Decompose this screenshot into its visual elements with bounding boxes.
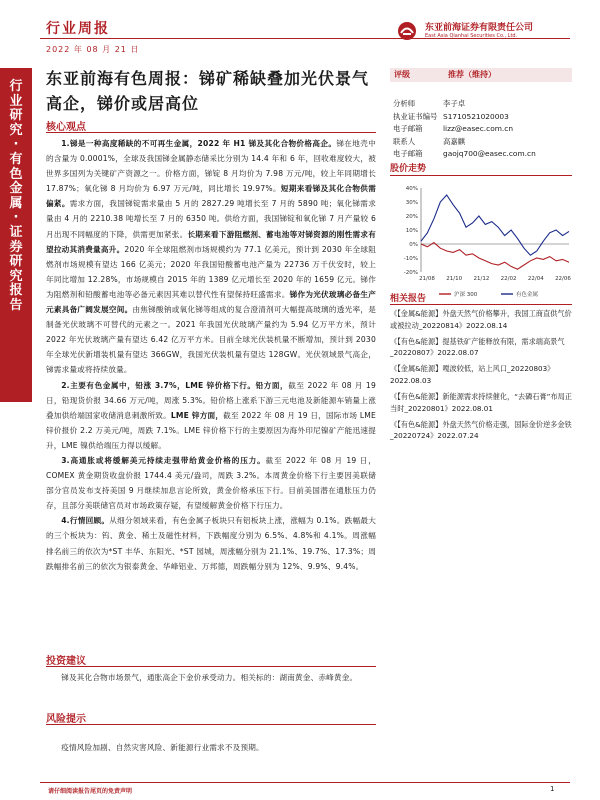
logo-company-name-en: East Asia Qianhai Securities Co., Ltd. [425,33,518,39]
x-tick-label: 21/08 [419,276,435,282]
related-report-link[interactable]: 《【金属&能源】外盘天然气价格攀升，我国工商直供气价或被拉动_20220814》2022.08.14 [390,309,572,330]
point-2-text: 截至 2022 年 08 月 19 日，铅现货价报 34.66 万元/吨，周涨 5.3%。铅价格上涨系下游三元电池及新能源车销量上涨叠加供给端国家收储消息刺激所致。 [46,380,376,420]
analyst-row [393,136,571,149]
analyst-value: S1710521020003 [443,111,509,121]
risk-heading: 风险提示 [46,714,86,725]
related-report-link[interactable]: 《【金属&能源】嘎波较低，站上风口_20220803》2022.08.03 [390,364,555,385]
point-4-lead: 4.行情回顾。 [61,516,110,526]
point-1-lead: 1.锑是一种高度稀缺的不可再生金属，2022 年 H1 锑及其化合物价格高企。 [61,139,337,148]
point-1 [46,136,376,378]
y-tick-label: 20% [405,214,418,220]
y-tick-label: 10% [405,228,418,234]
report-type-title: 行业周报 [46,21,110,37]
advice-heading: 投资建议 [46,656,86,667]
x-tick-label: 22/02 [500,276,517,282]
risk-text: 疫情风险加剧、自然灾害风险、新能源行业需求不及预期。 [61,743,264,752]
advice-text: 锑及其化合物市场景气，通胀高企下金价承受动力。相关标的：湖南黄金、赤峰黄金。 [61,673,358,682]
point-1-text-2: 需求方面，我国锑锭需求量由 5 月的 2827.29 吨增长至 7 月的 5890 吨；氧化锑需求量由 4 月的 2210.38 吨增长至 7 月的 6350 吨。供给方面，我国锑锭和氧化锑 7 月产量较 6 月出现不同幅度的下降，供需更加紧张。 [46,199,377,239]
point-1-text-4: 由焦锑酸钠或氧化锑等组成的复合澄清剂可大幅提高玻璃的透光率，是制备光伏玻璃不可替代的元素之一。2021 年我国光伏玻璃产量约为 5.94 亿万平方米，预计 2022 年光伏玻璃产量有望达 6.42 亿万平方米。目前全球光伏装机量不断增加，预计到 2030 年全球光伏新增装机量有望达 366GW，我国光伏装机量有望达 128GW。光伏领域景气高企，锑需求量或将持续放量。 [46,305,376,375]
advice-divider [46,666,376,667]
analyst-value: gaojq700@easec.com.cn [443,149,536,159]
related-divider [390,304,572,305]
point-2-lead: 2.主要有色金属中，铅涨 3.7%，LME 锌价格下行。 [61,380,256,390]
core-view-divider [46,132,376,133]
related-report-link[interactable]: 《【有色&能源】外盘天然气价格走强，国际金价逆多金铁_20220724》2022.07.24 [390,419,572,441]
related-heading: 相关报告 [390,294,427,304]
x-tick-label: 22/06 [555,276,571,282]
header-divider [40,38,570,39]
rating-value: 推荐（维持） [448,70,496,79]
analyst-label: 联系人 [393,136,416,146]
analyst-label: 电子邮箱 [393,124,423,134]
footer-disclaimer: 请仔细阅读报告尾页的免责声明 [48,788,133,795]
point-1-lead-3: 长期来看下游阻燃剂、蓄电池等对锑资源的刚性需求有望拉动其消费量高升。 [46,229,376,254]
legend-label: 沪深 300 [454,292,478,298]
point-4 [46,513,376,573]
y-tick-label: 30% [405,200,418,206]
x-tick-label: 21/10 [446,276,463,282]
y-tick-label: 0% [409,242,418,248]
analyst-value: 李子卓 [443,99,466,108]
point-1-text-3: 2020 年全球阻燃剂市场规模约为 77.1 亿美元，预计到 2030 年全球阻燃剂市场规模有望达 166 亿美元；2020 年我国铅酸蓄电池产量为 22736 万千伏安时，较上年同比增加 12.28%，市场规模自 2015 年的 1389 亿元增长至 2020 年的 1659 亿元。锑作为阻燃剂和铅酸蓄电池等必备元素因其难以替代性有望保持旺盛需求。 [46,244,376,299]
point-2-lead-b: 铅方面， [255,380,289,390]
point-3 [46,453,376,513]
series-line [421,195,569,255]
y-tick-label: -20% [403,270,418,276]
report-date: 2022 年 08 月 21 日 [46,45,140,54]
analyst-row [393,111,571,124]
analyst-row [393,148,571,161]
x-tick-label: 22/04 [527,276,544,282]
point-1-text: 锑在地壳中的含量为 0.0001%，全球及我国锑金属静态储采比分别为 14.4 年和 6 年，回收难度较大，被世界多国列为关键矿产资源之一。价格方面，锑锭 8 月均价为 7.98 万元/吨，较上年同期增长 17.87%；氧化锑 8 月均价为 6.97 万元/吨，同比增长 19.97%。 [46,139,377,194]
x-tick-label: 21/12 [473,276,490,282]
analyst-value: lizz@easec.com.cn [443,124,514,134]
point-1-lead-4: 锑作为光伏玻璃必备生产元素具备广阔发展空间。 [46,289,377,315]
analyst-value: 高嘉麒 [443,136,466,146]
stock-chart-divider [390,175,572,176]
analyst-row [393,98,571,111]
analyst-row [393,123,571,136]
analyst-label: 执业证书编号 [393,111,438,121]
point-3-lead: 3.高通胀或将缓解美元持续走强带给黄金价格的压力。 [61,455,266,465]
risk-divider [46,724,376,725]
point-1-lead-2: 短期来看锑及其化合物供需偏紧。 [46,184,376,209]
page-number: 1 [550,785,555,793]
analyst-info [393,98,571,161]
core-view-body [46,136,376,574]
point-2-lead-2: LME 锌方面， [170,410,224,420]
rating-label: 评级 [394,70,410,79]
stock-chart-heading: 股价走势 [390,164,427,174]
core-view-heading: 核心观点 [46,122,86,133]
related-reports-list [390,308,572,446]
stock-chart-svg [393,184,573,302]
point-2-text-2: 截至 2022 年 08 月 19 日，国际市场 LME 锌价报价 2.2 万美元/吨，周跌 7.1%。LME 锌价格下行的主要原因为海外印尼镍矿产能迅速提升，LME 镍供给端压力得以缓解。 [46,410,377,450]
y-tick-label: 40% [405,186,418,192]
y-tick-label: -10% [403,256,418,262]
side-banner [0,68,32,402]
point-2 [46,378,376,453]
point-4-text: 从细分领域来看，有色金属子板块只有铝板块上涨，涨幅为 0.1%。跌幅最大的三个板块为：钨、黄金、稀土及磁性材料，下跌幅度分别为 6.5%、4.8%和 4.1%。周涨幅排名前三的依次为*ST 丰华、东阳光、*ST 园城，周涨幅分别为 21.1%、19.7%、17.3%；周跌幅排名前三的依次为银泰黄金、华峰铝业、万邦德，周跌幅分别为 12%、9.9%、9.4%。 [46,516,376,571]
footer-divider [40,782,570,783]
rating-bar [390,68,572,82]
risk-body [46,740,376,755]
analyst-label: 电子邮箱 [393,149,423,159]
legend-label: 有色金属 [516,292,539,298]
analyst-label: 分析师 [393,99,416,108]
related-report-link[interactable]: 《【有色&能源】新能源需求持续催化，“去磷石膏”布局正当时_20220801》2022.08.01 [390,392,572,413]
related-report-link[interactable]: 《【有色&能源】提基铁矿产能释放有限，需求端高景气_20220807》2022.08.07 [390,336,565,358]
report-title: 东亚前海有色周报：锑矿稀缺叠加光伏景气高企，锑价或居高位 [46,69,370,113]
series-line [421,243,569,270]
company-logo [397,19,569,43]
point-3-text: 截至 2022 年 08 月 19 日，COMEX 黄金期货收盘价报 1744.4 美元/盎司，周跌 3.2%。本周黄金价格下行主要因美联储部分官员发布支持美国 9 月继续加息言论所致，黄金价格承压下行。目前美国潜在通胀压力仍存，且部分美联储官员对市场政策存疑，有望缓解黄金价格下行压力。 [46,455,376,511]
advice-body [46,670,376,685]
logo-company-name-cn: 东亚前海证券有限责任公司 [425,23,534,33]
side-banner-text: 行业研究·有色金属·证券研究报告 [9,79,23,313]
